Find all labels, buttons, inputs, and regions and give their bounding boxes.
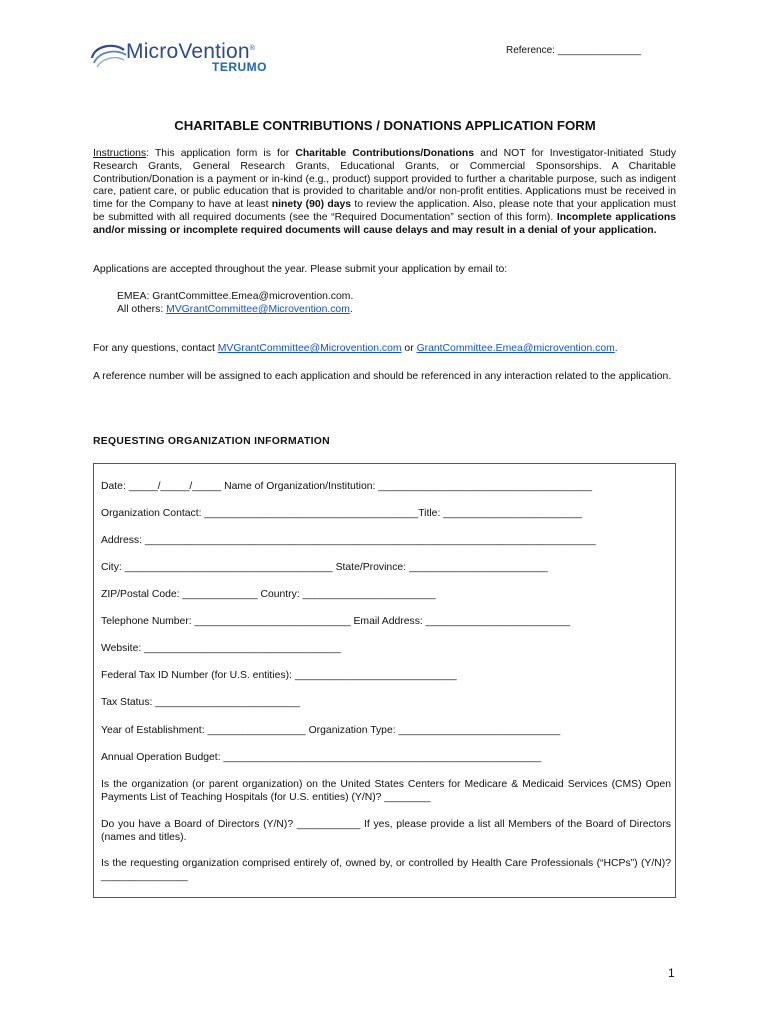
field-budget[interactable]: Annual Operation Budget: _______________________________________________________ bbox=[101, 752, 542, 763]
questions-email-link-2[interactable]: GrantCommittee.Emea@microvention.com bbox=[416, 343, 615, 354]
questions-line: For any questions, contact MVGrantCommittee@Microvention.com or GrantCommittee.Emea@microvention.com. bbox=[93, 343, 618, 354]
section-heading: REQUESTING ORGANIZATION INFORMATION bbox=[93, 436, 330, 447]
questions-email-link-1[interactable]: MVGrantCommittee@Microvention.com bbox=[217, 343, 402, 354]
logo-sub: TERUMO bbox=[212, 60, 267, 74]
instructions-label: Instructions bbox=[93, 148, 147, 159]
page-number: 1 bbox=[668, 966, 675, 980]
field-year-type[interactable]: Year of Establishment: _________________ Organization Type: ____________________________ bbox=[101, 725, 561, 736]
reference-note: A reference number will be assigned to each application and should be referenced in any interaction related to the application. bbox=[93, 371, 672, 382]
field-zip-country[interactable]: ZIP/Postal Code: _____________ Country: _______________________ bbox=[101, 589, 436, 600]
others-email-line: All others: MVGrantCommittee@Microvention.com. bbox=[117, 304, 353, 315]
field-website[interactable]: Website: __________________________________ bbox=[101, 643, 341, 654]
field-phone-email[interactable]: Telephone Number: ___________________________ Email Address: _________________________ bbox=[101, 616, 571, 627]
page-title: CHARITABLE CONTRIBUTIONS / DONATIONS APPLICATION FORM bbox=[174, 118, 596, 133]
field-tax-id[interactable]: Federal Tax ID Number (for U.S. entities): ____________________________ bbox=[101, 670, 457, 681]
field-board-question[interactable]: Do you have a Board of Directors (Y/N)? ___________ If yes, please provide a list all Members of the Board of Directors (names and titles). bbox=[101, 819, 671, 843]
field-address[interactable]: Address: ______________________________________________________________________________ bbox=[101, 535, 596, 546]
reference-field: Reference: _______________ bbox=[506, 45, 642, 56]
field-hcp-question[interactable]: Is the requesting organization comprised entirely of, owned by, or controlled by Health Care Professionals (“HCPs”) (Y/N)? _______________ bbox=[101, 858, 671, 882]
swoosh-icon bbox=[88, 40, 128, 70]
emea-email: EMEA: GrantCommittee.Emea@microvention.com. bbox=[117, 291, 354, 302]
field-city-state[interactable]: City: ____________________________________ State/Province: ________________________ bbox=[101, 562, 548, 573]
others-email-link[interactable]: MVGrantCommittee@Microvention.com bbox=[166, 304, 350, 315]
field-tax-status[interactable]: Tax Status: _________________________ bbox=[101, 697, 300, 708]
field-cms-question[interactable]: Is the organization (or parent organization) on the United States Centers for Medicare & Medicaid Services (CMS) Open Payments List of Teaching Hospitals (for U.S. entities) (Y/N)? ________ bbox=[101, 779, 671, 803]
field-date-organization[interactable]: Date: _____/_____/_____ Name of Organization/Institution: _____________________________________ bbox=[101, 481, 593, 492]
logo-name: MicroVention® bbox=[126, 40, 256, 63]
company-logo bbox=[88, 38, 298, 74]
submission-text: Applications are accepted throughout the year. Please submit your application by email to: bbox=[93, 264, 508, 275]
field-contact-title[interactable]: Organization Contact: _____________________________________Title: ________________________ bbox=[101, 508, 582, 519]
instructions-paragraph: Instructions: This application form is for Charitable Contributions/Donations and NOT for Investigator-Initiated Study Research Grants, General Research Grants, Educational Grants, or Commercial Sponsorships. A Charitable Contribution/Donation is a payment or in-kind (e.g., product) support provided to further a charitable purpose, such as indigent care, patient care, or public education that is provided to charitable and/or non-profit entities. Applications must be received in time for the Company to have at least ninety (90) days to review the application. Also, please note that your application must be submitted with all required documents (see the “Required Documentation” section of this form). Incomplete applications and/or missing or incomplete required documents will cause delays and may result in a denial of your application. bbox=[93, 148, 677, 236]
